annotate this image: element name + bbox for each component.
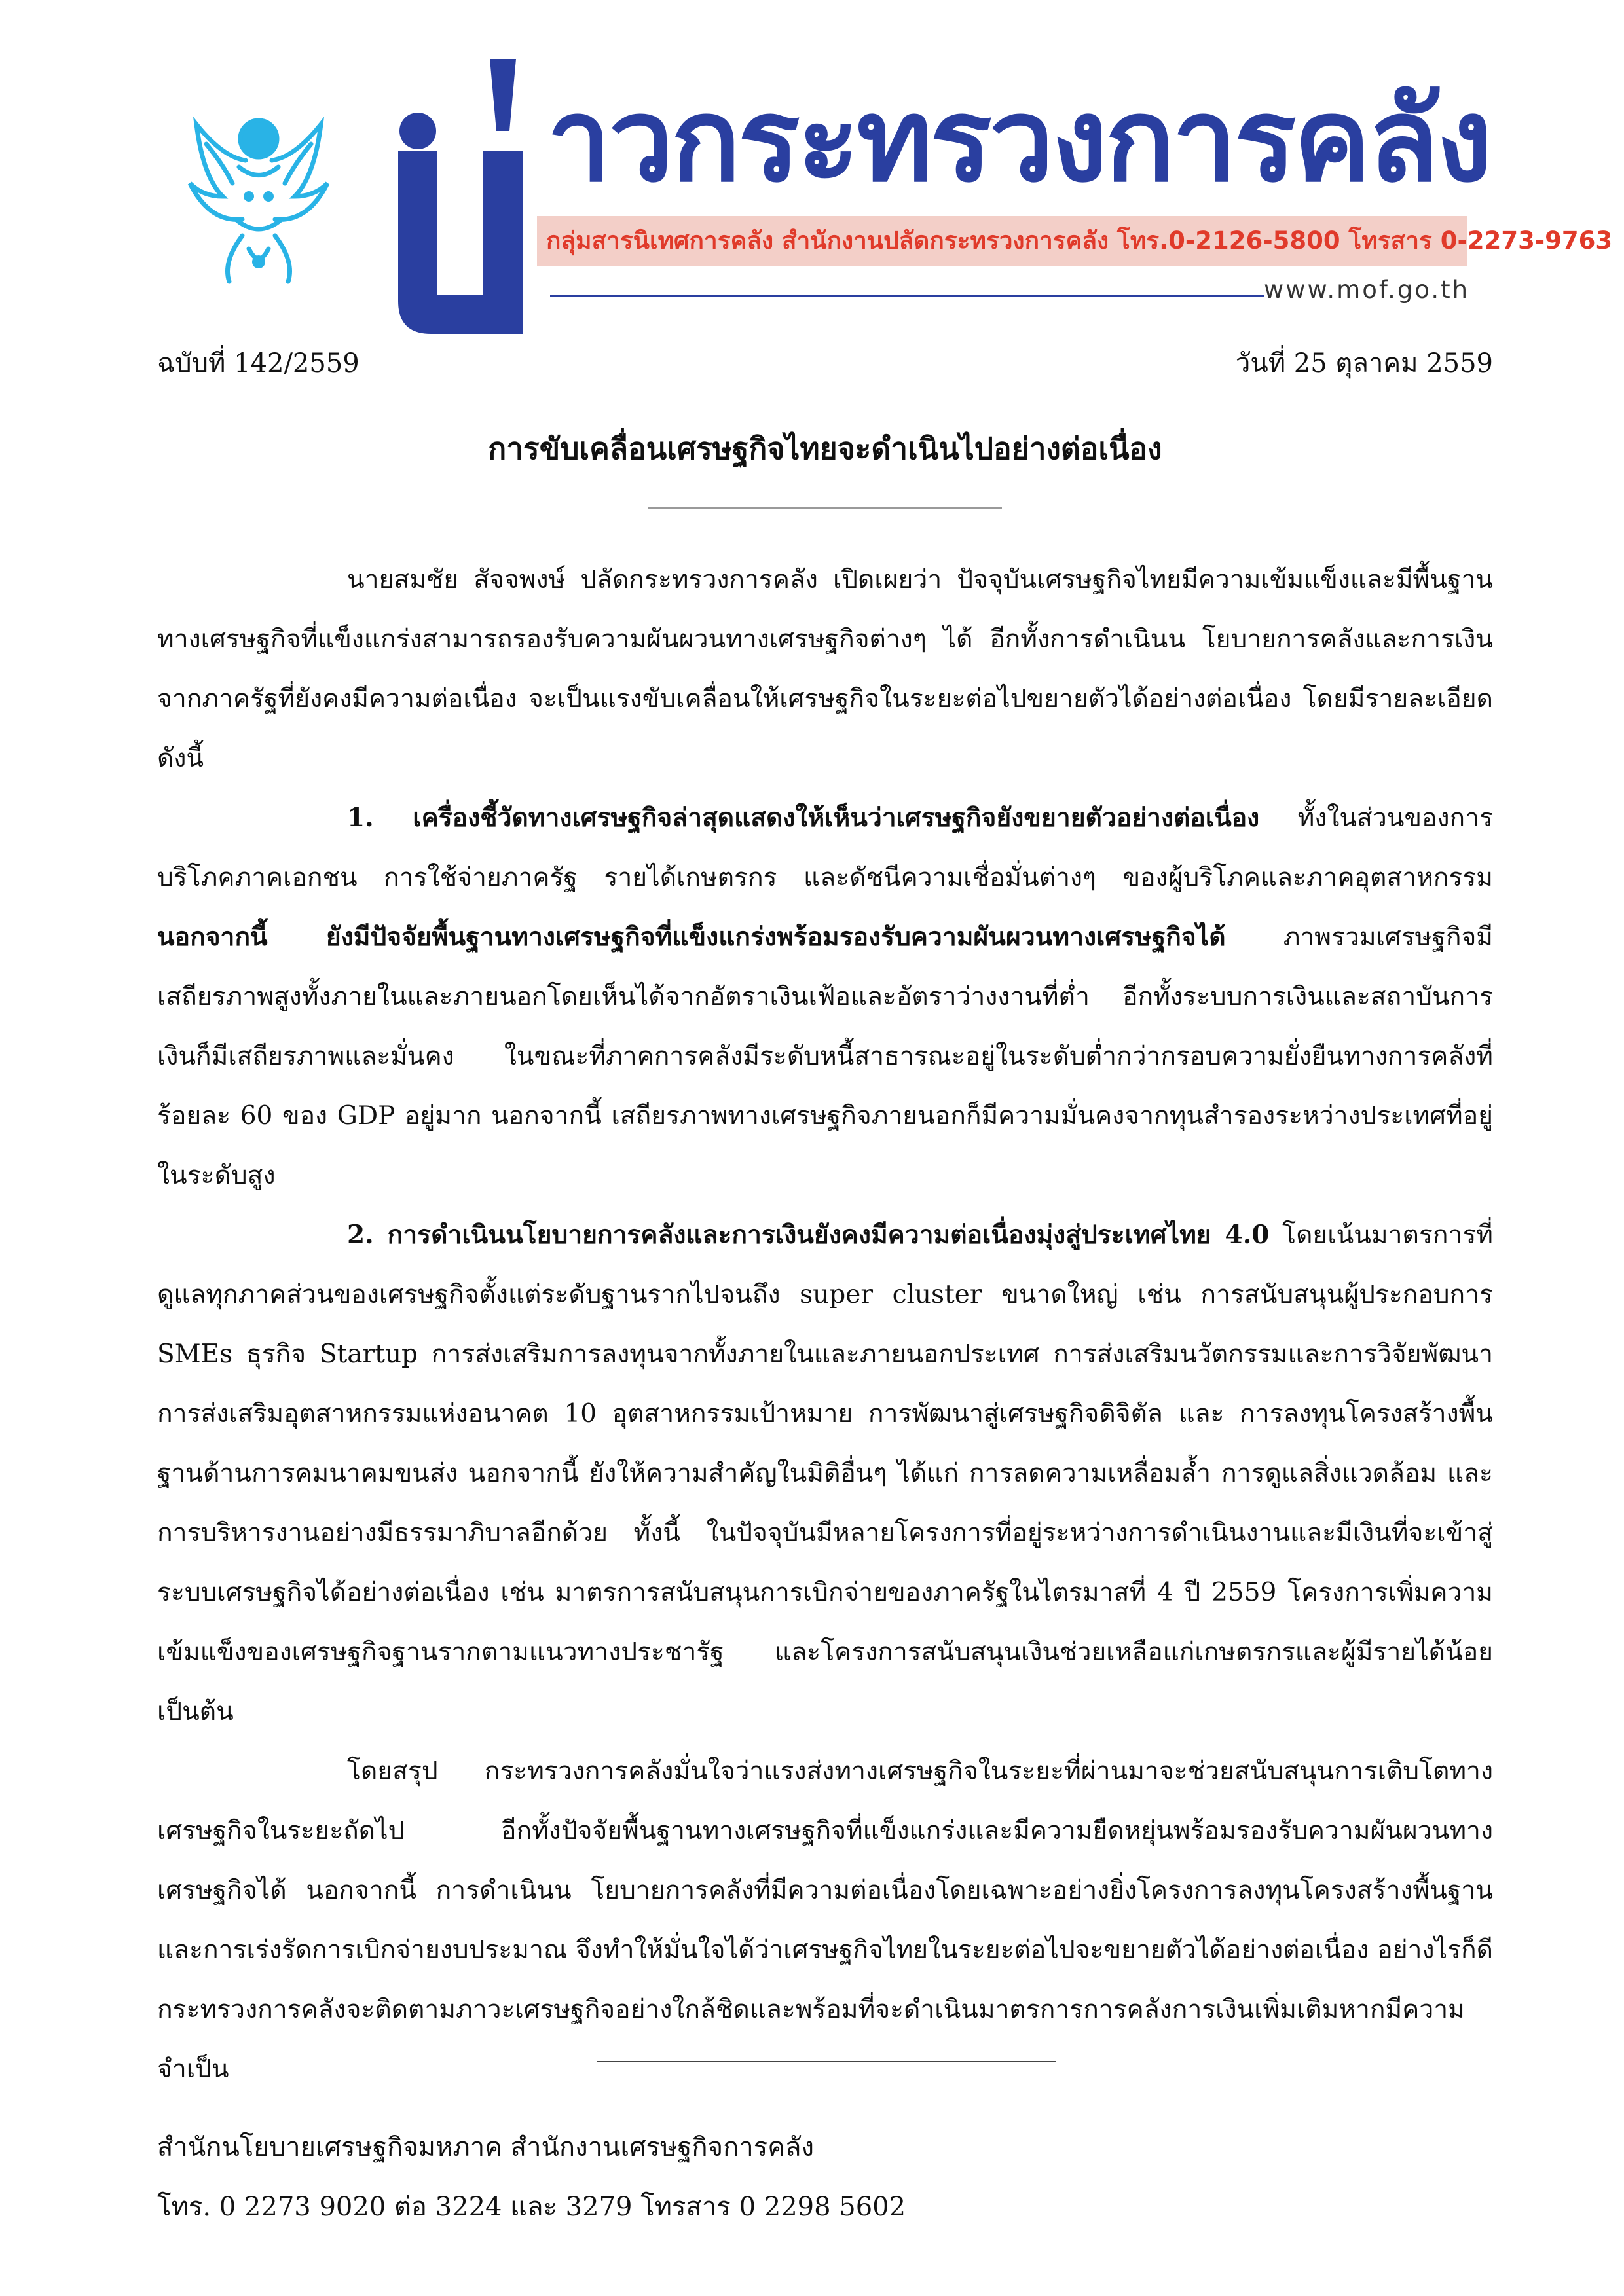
point-1-text-c: ภาพรวมเศรษฐกิจมีเสถียรภาพสูงทั้งภายในและภายนอกโดยเห็นได้จากอัตราเงินเฟ้อและอัตราว่างงานที่ต่ำ อีกทั้งระบบการเงินและสถาบันการเงินก็มีเสถียรภาพและมั่นคง ในขณะที่ภาคการคลังมีระดับหนี้สาธารณะอยู่ในระดับต่ำกว่ากรอบความยั่งยืนทางการคลังที่ร้อยละ 60 ของ GDP อยู่มาก นอกจากนี้ เสถียรภาพทางเศรษฐกิจภายนอกก็มีความมั่นคงจากทุนสำรองระหว่างประเทศที่อยู่ในระดับสูง [157,922,1494,1190]
title-initial-letter [392,52,542,340]
letterhead-contact-line: กลุ่มสารนิเทศการคลัง สำนักงานปลัดกระทรวงการคลัง โทร.0-2126-5800 โทรสาร 0-2273-9763 [537,216,1467,266]
point-1-bold-statement: นอกจากนี้ ยังมีปัจจัยพื้นฐานทางเศรษฐกิจที่แข็งแกร่งพร้อมรองรับความผันผวนทางเศรษฐกิจได้ [157,922,1226,952]
footer-phone: โทร. 0 2273 9020 ต่อ 3224 และ 3279 โทรสาร 0 2298 5602 [157,2192,906,2222]
intro-paragraph: นายสมชัย สัจจพงษ์ ปลัดกระทรวงการคลัง เปิดเผยว่า ปัจจุบันเศรษฐกิจไทยมีความเข้มแข็งและมีพื้นฐานทางเศรษฐกิจที่แข็งแกร่งสามารถรองรับความผันผวนทางเศรษฐกิจต่างๆ ได้ อีกทั้งการดำเนินน โยบายการคลังและการเงินจากภาครัฐที่ยังคงมีความต่อเนื่อง จะเป็นแรงขับเคลื่อนให้เศรษฐกิจในระยะต่อไปขยายตัวได้อย่างต่อเนื่อง โดยมีรายละเอียด ดังนี้ [157,565,1493,773]
website-link[interactable]: www.mof.go.th [1264,276,1470,304]
press-release-body [157,550,1493,2099]
garuda-emblem-logo [183,98,334,288]
point-2-heading: 2. การดำเนินนโยบายการคลังและการเงินยังคงมีความต่อเนื่องมุ่งสู่ประเทศไทย 4.0 [347,1220,1270,1250]
point-1-heading: 1. เครื่องชี้วัดทางเศรษฐกิจล่าสุดแสดงให้เห็นว่าเศรษฐกิจยังขยายตัวอย่างต่อเนื่อง [347,803,1260,833]
point-2-paragraph [157,1205,1493,1741]
point-1-paragraph [157,788,1493,1205]
point-1-text-a: ทั้งในส่วนของการบริโภคภาคเอกชน การใช้จ่ายภาครัฐ รายได้เกษตรกร และดัชนีความเชื่อมั่นต่างๆ ของผู้บริโภคและภาคอุตสาหกรรม [157,803,1493,892]
end-divider [597,2061,1056,2062]
header-divider [550,295,1264,297]
page-title: การขับเคลื่อนเศรษฐกิจไทยจะดำเนินไปอย่างต่อเนื่อง [488,431,1162,466]
footer-office: สำนักนโยบายเศรษฐกิจมหภาค สำนักงานเศรษฐกิจการคลัง [157,2132,815,2162]
letterhead-title: าวกระทรวงการคลัง [547,73,1490,208]
title-divider [648,507,1002,509]
point-2-text: โดยเน้นมาตรการที่ดูแลทุกภาคส่วนของเศรษฐกิจตั้งแต่ระดับฐานรากไปจนถึง super cluster ขนาดใหญ่ เช่น การสนับสนุนผู้ประกอบการ SMEs ธุรกิจ Startup การส่งเสริมการลงทุนจากทั้งภายในและภายนอกประเทศ การส่งเสริมนวัตกรรมและการวิจัยพัฒนา การส่งเสริมอุตสาหกรรมแห่งอนาคต 10 อุตสาหกรรมเป้าหมาย การพัฒนาสู่เศรษฐกิจดิจิตัล และ การลงทุนโครงสร้างพื้นฐานด้านการคมนาคมขนส่ง นอกจากนี้ ยังให้ความสำคัญในมิติอื่นๆ ได้แก่ การลดความเหลื่อมล้ำ การดูแลสิ่งแวดล้อม และการบริหารงานอย่างมีธรรมาภิบาลอีกด้วย ทั้งนี้ ในปัจจุบันมีหลายโครงการที่อยู่ระหว่างการดำเนินงานและมีเงินที่จะเข้าสู่ระบบเศรษฐกิจได้อย่างต่อเนื่อง เช่น มาตรการสนับสนุนการเบิกจ่ายของภาครัฐในไตรมาสที่ 4 ปี 2559 โครงการเพิ่มความเข้มแข็งของเศรษฐกิจฐานรากตามแนวทางประชารัฐ และโครงการสนับสนุนเงินช่วยเหลือแก่เกษตรกรและผู้มีรายได้น้อย เป็นต้น [157,1220,1493,1726]
footer [157,2118,1493,2237]
conclusion-paragraph: โดยสรุป กระทรวงการคลังมั่นใจว่าแรงส่งทางเศรษฐกิจในระยะที่ผ่านมาจะช่วยสนับสนุนการเติบโตทางเศรษฐกิจในระยะถัดไป อีกทั้งปัจจัยพื้นฐานทางเศรษฐกิจที่แข็งแกร่งและมีความยืดหยุ่นพร้อมรองรับความผันผวนทางเศรษฐกิจได้ นอกจากนี้ การดำเนินน โยบายการคลังที่มีความต่อเนื่องโดยเฉพาะอย่างยิ่งโครงการลงทุนโครงสร้างพื้นฐาน และการเร่งรัดการเบิกจ่ายงบประมาณ จึงทำให้มั่นใจได้ว่าเศรษฐกิจไทยในระยะต่อไปจะขยายตัวได้อย่างต่อเนื่อง อย่างไรก็ดี กระทรวงการคลังจะติดตามภาวะเศรษฐกิจอย่างใกล้ชิดและพร้อมที่จะดำเนินมาตรการการคลังการเงินเพิ่มเติมหากมีความจำเป็น [157,1757,1493,2084]
issue-number: ฉบับที่ 142/2559 [157,348,360,378]
issue-date: วันที่ 25 ตุลาคม 2559 [1235,348,1493,378]
